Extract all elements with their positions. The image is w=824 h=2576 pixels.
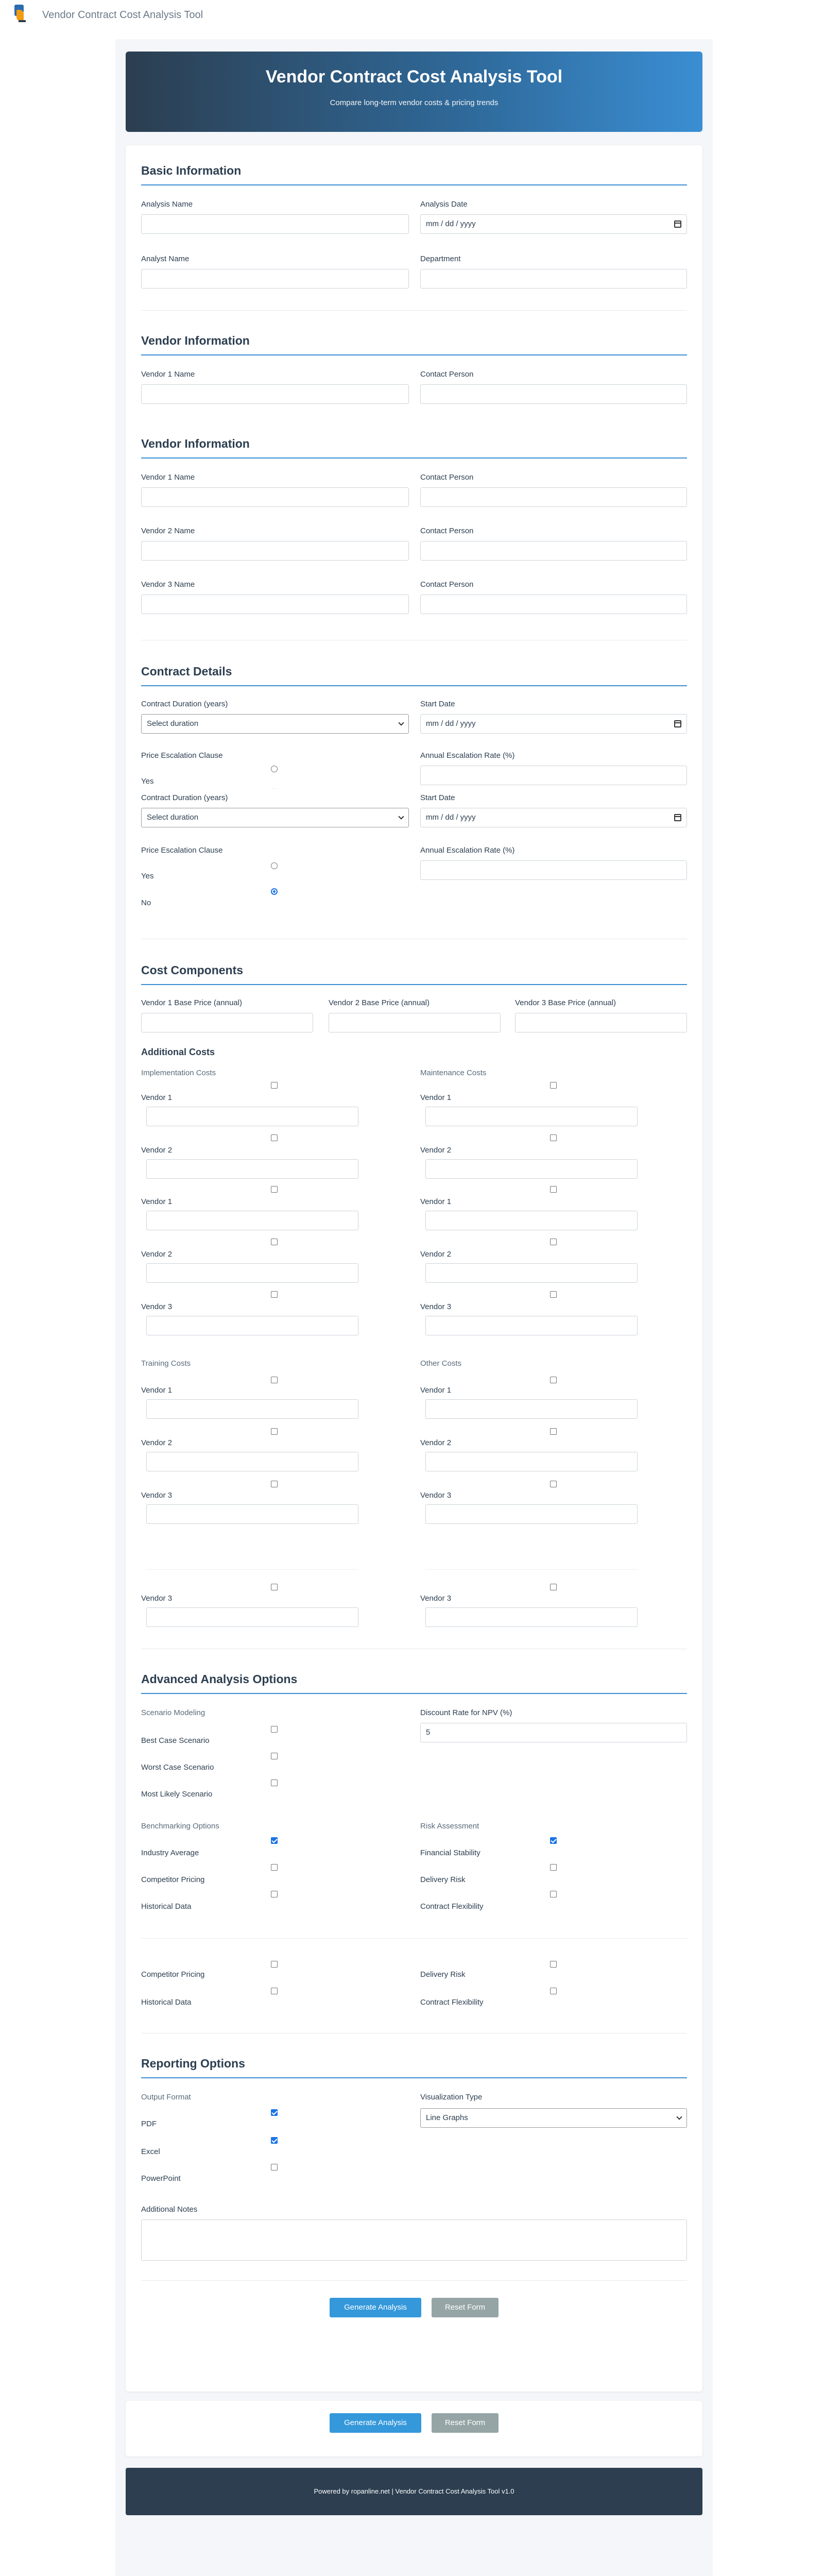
discount-rate-label: Discount Rate for NPV (%) [420,1708,512,1717]
contact-person-input[interactable] [420,487,687,507]
faded-input-edge [146,1569,358,1570]
train-vendor3-input[interactable] [146,1607,358,1627]
impl-vendor2-label: Vendor 2 [141,1250,173,1259]
start-date-input[interactable] [420,714,687,734]
maintenance-costs-label: Maintenance Costs [420,1069,487,1077]
risk-assessment-label: Risk Assessment [420,1822,479,1831]
delivery-risk-checkbox[interactable] [550,1961,557,1968]
most-likely-checkbox[interactable] [271,1780,278,1786]
impl-vendor1-input[interactable] [146,1211,358,1230]
maint-vendor2-label: Vendor 2 [420,1146,452,1155]
impl-vendor3-input[interactable] [146,1316,358,1335]
impl-vendor1-checkbox[interactable] [271,1082,278,1089]
section-separator [141,310,687,311]
impl-vendor2-checkbox[interactable] [271,1134,278,1141]
section-title-costs: Cost Components [141,963,244,977]
escalation-rate-input[interactable] [420,860,687,880]
historical-data-checkbox[interactable] [271,1988,278,1994]
contract-duration-value: Select duration [147,719,199,728]
escalation-clause-label: Price Escalation Clause [141,846,223,855]
maint-vendor1-checkbox[interactable] [550,1082,557,1089]
train-vendor1-label: Vendor 1 [141,1386,173,1395]
section-title-advanced: Advanced Analysis Options [141,1672,298,1686]
form-card [126,145,702,2392]
maint-vendor3-label: Vendor 3 [420,1302,452,1311]
contact-person-input[interactable] [420,595,687,614]
visualization-type-select[interactable] [420,2108,687,2128]
competitor-pricing-checkbox[interactable] [271,1961,278,1968]
visualization-type-label: Visualization Type [420,2093,483,2102]
escalation-no-radio[interactable] [271,888,278,895]
date-placeholder: mm / dd / yyyy [426,219,476,228]
other-vendor2-input[interactable] [425,1452,638,1471]
department-input[interactable] [420,269,687,289]
other-vendor3-checkbox[interactable] [550,1584,557,1590]
historical-data-label: Historical Data [141,1998,192,2007]
financial-stability-label: Financial Stability [420,1849,480,1857]
impl-vendor3-checkbox[interactable] [271,1291,278,1298]
generate-analysis-button[interactable]: Generate Analysis [330,2298,421,2317]
chevron-down-icon [676,2114,682,2120]
contact-person-label: Contact Person [420,527,474,535]
discount-rate-input[interactable]: 5 [420,1723,687,1742]
train-vendor1-checkbox[interactable] [271,1377,278,1383]
calendar-icon[interactable] [674,221,681,228]
section-title-reporting: Reporting Options [141,2057,245,2070]
section-separator [141,1938,687,1939]
delivery-risk-checkbox[interactable] [550,1864,557,1871]
other-vendor3-checkbox[interactable] [550,1481,557,1487]
implementation-costs-label: Implementation Costs [141,1069,216,1077]
impl-vendor3-label: Vendor 3 [141,1302,173,1311]
maint-vendor3-checkbox[interactable] [550,1291,557,1298]
vendor2-name-input[interactable] [141,541,409,561]
industry-average-label: Industry Average [141,1849,199,1857]
output-format-label: Output Format [141,2093,191,2102]
escalation-yes-radio[interactable] [271,862,278,869]
impl-vendor1-label: Vendor 1 [141,1197,173,1206]
maint-vendor2-checkbox[interactable] [550,1134,557,1141]
section-divider [141,685,687,686]
section-title-basic: Basic Information [141,164,242,177]
vendor3-name-label: Vendor 3 Name [141,580,195,589]
other-vendor2-checkbox[interactable] [550,1428,557,1435]
maint-vendor3-input[interactable] [425,1316,638,1335]
section-separator [141,2280,687,2281]
reset-form-button[interactable]: Reset Form [432,2413,499,2433]
page-container [115,39,713,2576]
vendor2-base-price-label: Vendor 2 Base Price (annual) [329,998,430,1007]
contract-flexibility-label: Contract Flexibility [420,1998,484,2007]
escalation-rate-label: Annual Escalation Rate (%) [420,846,515,855]
vendor1-name-label: Vendor 1 Name [141,473,195,482]
financial-stability-checkbox[interactable] [550,1837,557,1844]
escalation-yes-label: Yes [141,777,154,786]
escalation-rate-input[interactable] [420,766,687,785]
competitor-pricing-label: Competitor Pricing [141,1970,205,1979]
pdf-checkbox[interactable] [271,2109,278,2116]
contact-person-input[interactable] [420,384,687,404]
powerpoint-checkbox[interactable] [271,2164,278,2171]
analysis-name-label: Analysis Name [141,200,193,209]
best-case-label: Best Case Scenario [141,1736,210,1745]
maint-vendor2-input[interactable] [425,1159,638,1179]
train-vendor3-label: Vendor 3 [141,1491,173,1500]
maint-vendor1-label: Vendor 1 [420,1197,452,1206]
other-vendor3-input[interactable] [425,1504,638,1524]
impl-vendor2-input[interactable] [146,1263,358,1283]
other-vendor1-label: Vendor 1 [420,1386,452,1395]
contract-duration-label: Contract Duration (years) [141,700,228,708]
train-vendor3-label: Vendor 3 [141,1594,173,1603]
scenario-modeling-label: Scenario Modeling [141,1708,205,1717]
generate-analysis-button[interactable]: Generate Analysis [330,2413,421,2433]
reset-form-button[interactable]: Reset Form [432,2298,499,2317]
chevron-down-icon [398,814,404,819]
analyst-name-label: Analyst Name [141,255,190,263]
maint-vendor1-input[interactable] [425,1211,638,1230]
section-divider [141,457,687,459]
contract-duration-value: Select duration [147,813,199,822]
maint-vendor1-input[interactable] [425,1107,638,1126]
analysis-name-input[interactable] [141,214,409,234]
start-date-label: Start Date [420,700,455,708]
escalation-no-label: No [141,899,151,907]
page-subtitle: Compare long-term vendor costs & pricing trends [330,98,499,107]
vendor1-name-input[interactable] [141,487,409,507]
train-vendor2-checkbox[interactable] [271,1428,278,1435]
most-likely-label: Most Likely Scenario [141,1790,213,1799]
worst-case-checkbox[interactable] [271,1753,278,1759]
analyst-name-input[interactable] [141,269,409,289]
section-title-vendor: Vendor Information [141,437,250,450]
benchmarking-label: Benchmarking Options [141,1822,219,1831]
contract-flexibility-label: Contract Flexibility [420,1902,484,1911]
historical-data-label: Historical Data [141,1902,192,1911]
faded-input-edge [425,1569,638,1570]
historical-data-checkbox[interactable] [271,1891,278,1897]
industry-average-checkbox[interactable] [271,1837,278,1844]
contact-person-label: Contact Person [420,580,474,589]
page-header [126,52,702,132]
training-costs-label: Training Costs [141,1359,191,1368]
escalation-rate-label: Annual Escalation Rate (%) [420,751,515,760]
impl-vendor2-checkbox[interactable] [271,1239,278,1245]
impl-vendor2-label: Vendor 2 [141,1146,173,1155]
vendor1-base-price-label: Vendor 1 Base Price (annual) [141,998,242,1007]
contract-flexibility-checkbox[interactable] [550,1988,557,1994]
section-divider [141,1693,687,1694]
other-costs-label: Other Costs [420,1359,462,1368]
delivery-risk-label: Delivery Risk [420,1875,466,1884]
start-date-input[interactable] [420,808,687,827]
maint-vendor2-label: Vendor 2 [420,1250,452,1259]
chevron-down-icon [398,720,404,725]
competitor-pricing-label: Competitor Pricing [141,1875,205,1884]
contact-person-label: Contact Person [420,473,474,482]
department-label: Department [420,255,461,263]
section-divider [141,184,687,185]
impl-vendor1-label: Vendor 1 [141,1093,173,1102]
other-vendor3-input[interactable] [425,1607,638,1627]
contract-duration-label: Contract Duration (years) [141,793,228,802]
other-vendor1-input[interactable] [425,1399,638,1419]
additional-notes-textarea[interactable] [141,2219,687,2261]
other-vendor1-checkbox[interactable] [550,1377,557,1383]
additional-notes-label: Additional Notes [141,2205,198,2214]
escalation-yes-label: Yes [141,872,154,880]
train-vendor3-checkbox[interactable] [271,1481,278,1487]
date-placeholder: mm / dd / yyyy [426,813,476,822]
contract-duration-select[interactable] [141,808,409,827]
section-title-contract: Contract Details [141,665,232,678]
contact-person-label: Contact Person [420,370,474,379]
escalation-yes-radio[interactable] [271,766,278,772]
page-title: Vendor Contract Cost Analysis Tool [265,67,563,87]
footer: Powered by ropanline.net | Vendor Contract Cost Analysis Tool v1.0 [126,2468,702,2515]
other-vendor3-label: Vendor 3 [420,1491,452,1500]
vendor2-name-label: Vendor 2 Name [141,527,195,535]
vendor3-name-input[interactable] [141,595,409,614]
vendor1-name-input[interactable] [141,384,409,404]
vendor3-base-price-input[interactable] [515,1013,687,1032]
contract-flexibility-checkbox[interactable] [550,1891,557,1897]
train-vendor2-input[interactable] [146,1452,358,1471]
impl-vendor1-checkbox[interactable] [271,1186,278,1193]
vendor2-base-price-input[interactable] [329,1013,501,1032]
actions-card [126,2401,702,2456]
analysis-date-label: Analysis Date [420,200,468,209]
train-vendor3-input[interactable] [146,1504,358,1524]
contact-person-input[interactable] [420,541,687,561]
visualization-type-value: Line Graphs [426,2113,468,2122]
date-placeholder: mm / dd / yyyy [426,719,476,728]
worst-case-label: Worst Case Scenario [141,1763,214,1772]
maint-vendor1-label: Vendor 1 [420,1093,452,1102]
competitor-pricing-checkbox[interactable] [271,1864,278,1871]
vendor1-base-price-input[interactable] [141,1013,313,1032]
section-divider [141,984,687,985]
train-vendor1-input[interactable] [146,1399,358,1419]
app-title: Vendor Contract Cost Analysis Tool [42,9,203,21]
vendor3-base-price-label: Vendor 3 Base Price (annual) [515,998,616,1007]
start-date-label: Start Date [420,793,455,802]
maint-vendor1-checkbox[interactable] [550,1186,557,1193]
section-divider [141,2077,687,2078]
other-vendor3-label: Vendor 3 [420,1594,452,1603]
train-vendor3-checkbox[interactable] [271,1584,278,1590]
section-title-vendor: Vendor Information [141,334,250,347]
section-divider [141,354,687,355]
other-vendor2-label: Vendor 2 [420,1438,452,1447]
top-bar [0,0,824,30]
impl-vendor1-input[interactable] [146,1107,358,1126]
escalation-clause-label: Price Escalation Clause [141,751,223,760]
analysis-date-input[interactable] [420,214,687,234]
contract-duration-select[interactable] [141,714,409,734]
maint-vendor2-input[interactable] [425,1263,638,1283]
calendar-icon[interactable] [674,720,681,727]
excel-checkbox[interactable] [271,2137,278,2144]
impl-vendor2-input[interactable] [146,1159,358,1179]
maint-vendor2-checkbox[interactable] [550,1239,557,1245]
additional-costs-heading: Additional Costs [141,1047,215,1057]
pdf-label: PDF [141,2120,157,2128]
logo-icon [13,5,28,25]
vendor1-name-label: Vendor 1 Name [141,370,195,379]
calendar-icon[interactable] [674,814,681,821]
delivery-risk-label: Delivery Risk [420,1970,466,1979]
train-vendor2-label: Vendor 2 [141,1438,173,1447]
powerpoint-label: PowerPoint [141,2174,181,2183]
best-case-checkbox[interactable] [271,1726,278,1733]
excel-label: Excel [141,2147,160,2156]
radio-edge [271,788,278,789]
